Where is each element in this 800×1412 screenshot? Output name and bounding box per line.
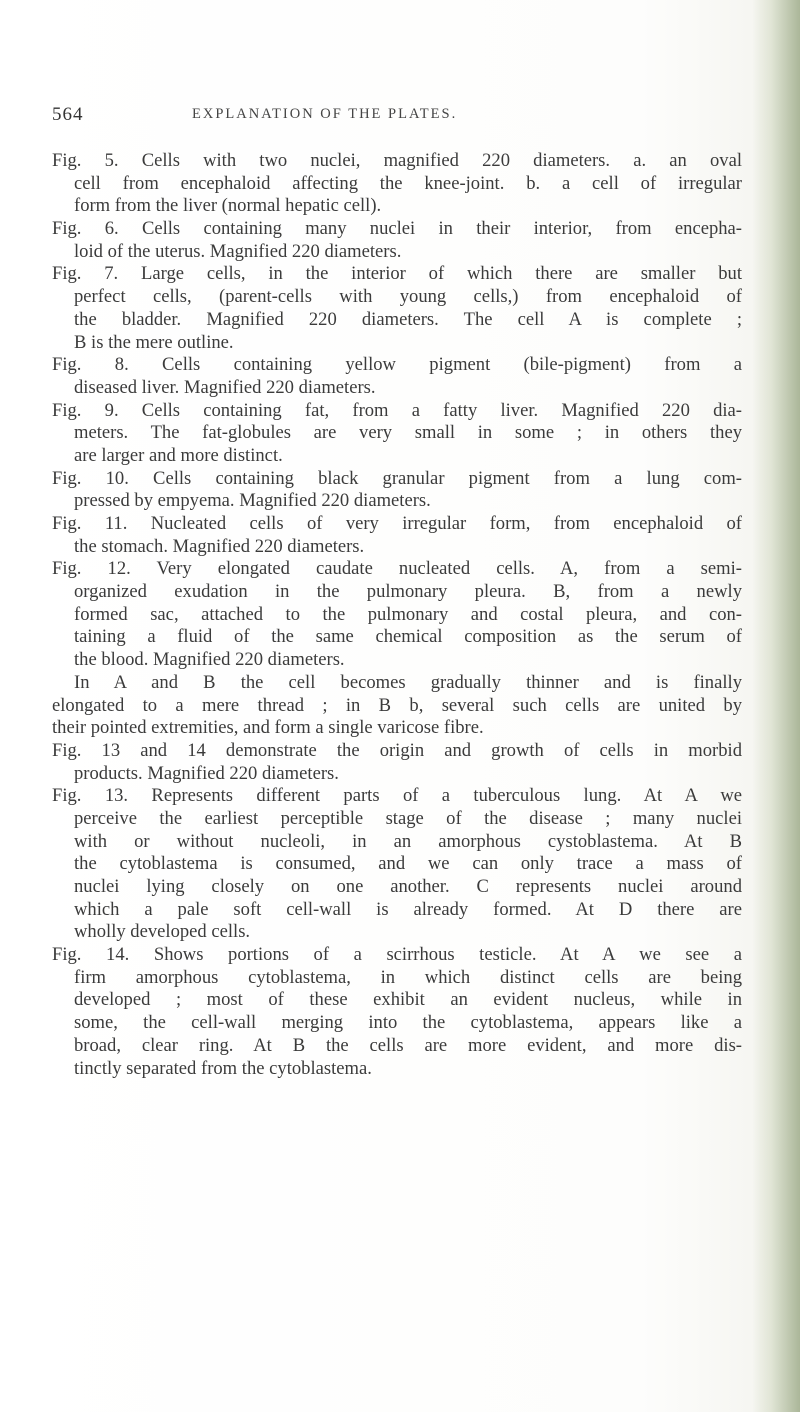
text-line: firm amorphous cytoblastema, in which distinct cells are being: [74, 966, 742, 988]
text-line: elongated to a mere thread ; in B b, several such cells are united by: [52, 694, 742, 716]
text-line: some, the cell-wall merging into the cytoblastema, appears like a: [74, 1012, 742, 1034]
text-line: tinctly separated from the cytoblastema.: [74, 1057, 372, 1079]
text-line: Fig. 8. Cells containing yellow pigment (bile-pigment) from a: [52, 354, 742, 376]
text-line: Fig. 13. Represents different parts of a tuberculous lung. At A we: [52, 785, 742, 807]
page-number: 564: [52, 104, 84, 125]
text-line: the stomach. Magnified 220 diameters.: [74, 535, 365, 557]
text-line: form from the liver (normal hepatic cell).: [74, 195, 382, 217]
text-line: the bladder. Magnified 220 diameters. The cell A is complete ;: [74, 308, 742, 330]
text-line: Fig. 10. Cells containing black granular pigment from a lung com-: [52, 467, 742, 489]
text-line: the blood. Magnified 220 diameters.: [74, 649, 345, 671]
text-line: perceive the earliest perceptible stage of the disease ; many nuclei: [74, 807, 742, 829]
page-edge-shadow: [752, 0, 800, 1412]
plate-explanation-text: [52, 150, 742, 1080]
text-line: products. Magnified 220 diameters.: [74, 762, 339, 784]
text-line: loid of the uterus. Magnified 220 diameters.: [74, 240, 402, 262]
text-line: B is the mere outline.: [74, 331, 234, 353]
text-line: Fig. 9. Cells containing fat, from a fatty liver. Magnified 220 dia-: [52, 399, 742, 421]
text-line: which a pale soft cell-wall is already formed. At D there are: [74, 898, 742, 920]
text-line: are larger and more distinct.: [74, 444, 283, 466]
text-line: Fig. 12. Very elongated caudate nucleated cells. A, from a semi-: [52, 558, 742, 580]
text-line: Fig. 13 and 14 demonstrate the origin and growth of cells in morbid: [52, 739, 742, 761]
text-line: In A and B the cell becomes gradually thinner and is finally: [74, 671, 742, 693]
running-head-title: EXPLANATION OF THE PLATES.: [192, 106, 458, 122]
text-line: nuclei lying closely on one another. C represents nuclei around: [74, 876, 742, 897]
text-line: with or without nucleoli, in an amorphous cystoblastema. At B: [74, 830, 742, 852]
text-line: developed ; most of these exhibit an evident nucleus, while in: [74, 989, 742, 1011]
text-line: their pointed extremities, and form a single varicose fibre.: [52, 717, 484, 739]
text-line: organized exudation in the pulmonary pleura. B, from a newly: [74, 581, 742, 603]
text-line: Fig. 11. Nucleated cells of very irregular form, from encephaloid of: [52, 513, 742, 534]
text-line: Fig. 6. Cells containing many nuclei in their interior, from encepha-: [52, 218, 742, 240]
text-line: pressed by empyema. Magnified 220 diameters.: [74, 490, 431, 512]
text-line: wholly developed cells.: [74, 921, 251, 943]
text-line: formed sac, attached to the pulmonary and costal pleura, and con-: [74, 603, 742, 625]
text-line: broad, clear ring. At B the cells are more evident, and more dis-: [74, 1034, 742, 1056]
text-line: meters. The fat-globules are very small in some ; in others they: [74, 422, 742, 444]
text-line: cell from encephaloid affecting the knee-joint. b. a cell of irregular: [74, 172, 742, 194]
running-head: [52, 104, 742, 128]
text-line: the cytoblastema is consumed, and we can only trace a mass of: [74, 853, 742, 875]
text-line: Fig. 7. Large cells, in the interior of which there are smaller but: [52, 263, 742, 285]
text-line: diseased liver. Magnified 220 diameters.: [74, 376, 376, 398]
text-line: Fig. 14. Shows portions of a scirrhous testicle. At A we see a: [52, 944, 742, 966]
text-line: taining a fluid of the same chemical composition as the serum of: [74, 626, 742, 648]
text-line: perfect cells, (parent-cells with young cells,) from encephaloid of: [74, 286, 742, 308]
text-line: Fig. 5. Cells with two nuclei, magnified 220 diameters. a. an oval: [52, 150, 742, 171]
